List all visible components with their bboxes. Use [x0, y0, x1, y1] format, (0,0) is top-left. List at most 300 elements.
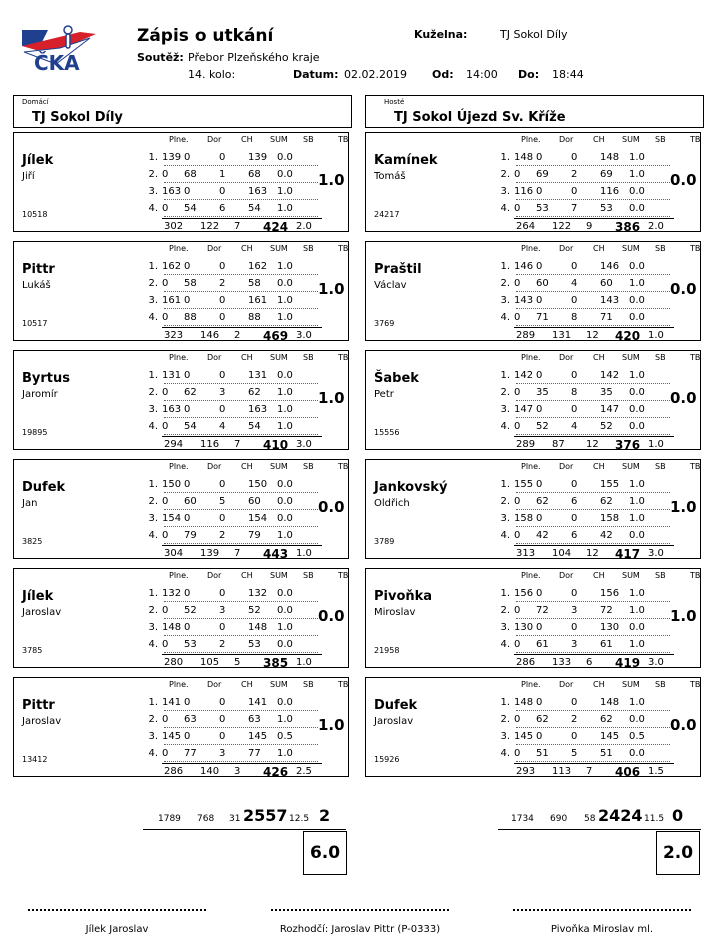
row-divider	[164, 727, 318, 728]
home-player-box	[13, 568, 349, 668]
throw-cell: 155	[514, 479, 534, 490]
player-total-cell: 3.0	[296, 330, 312, 341]
throw-cell: 1.0	[277, 186, 293, 197]
throw-cell: 0.0	[629, 530, 645, 541]
col-header-sb: SB	[655, 571, 666, 580]
row-divider	[516, 727, 670, 728]
throw-cell: 161	[248, 295, 268, 306]
throw-cell: 6	[571, 530, 578, 541]
player-total-cell: 426	[263, 765, 289, 779]
row-divider	[516, 635, 670, 636]
throw-index: 2.	[148, 714, 158, 725]
throw-cell: 0	[536, 513, 543, 524]
throw-cell: 68	[248, 169, 261, 180]
player-total-cell: 139	[200, 548, 220, 559]
throw-cell: 0	[571, 261, 578, 272]
guest-total-dor: 690	[550, 814, 568, 824]
throw-cell: 0	[514, 387, 521, 398]
throw-index: 1.	[500, 152, 510, 163]
throw-cell: 1.0	[629, 588, 645, 599]
player-total-cell: 286	[516, 657, 536, 668]
throw-cell: 0	[219, 714, 226, 725]
throw-cell: 69	[600, 169, 613, 180]
guest-signature-line	[513, 909, 691, 911]
guest-total-tb: 0	[672, 806, 684, 825]
throw-index: 4.	[500, 748, 510, 759]
row-divider	[164, 710, 318, 711]
col-header-sb: SB	[655, 244, 666, 253]
col-header-tb: TB	[690, 244, 701, 253]
throw-cell: 0	[571, 622, 578, 633]
throw-index: 1.	[148, 479, 158, 490]
logo-text: ČKA	[34, 51, 80, 75]
throw-cell: 0	[184, 588, 191, 599]
row-divider	[516, 383, 670, 384]
player-total-row	[514, 327, 674, 344]
col-header-tb: TB	[338, 462, 349, 471]
cka-logo	[20, 24, 102, 76]
throw-cell: 0	[184, 404, 191, 415]
player-tb: 1.0	[670, 498, 697, 516]
col-header-tb: TB	[338, 135, 349, 144]
col-header-ch: CH	[241, 462, 253, 471]
throw-cell: 63	[248, 714, 261, 725]
throw-index: 1.	[500, 479, 510, 490]
player-total-cell: 424	[263, 220, 289, 234]
throw-cell: 0.0	[277, 697, 293, 708]
throw-cell: 58	[248, 278, 261, 289]
col-header-plne: Plne.	[169, 353, 189, 362]
throw-cell: 143	[514, 295, 534, 306]
home-total-sb: 12.5	[289, 814, 310, 824]
player-reg-number: 3769	[374, 319, 395, 328]
throw-cell: 150	[162, 479, 182, 490]
player-reg-number: 3789	[374, 537, 395, 546]
throw-index: 4.	[148, 748, 158, 759]
throw-cell: 0	[571, 479, 578, 490]
player-total-row	[514, 763, 674, 780]
player-surname: Jankovský	[374, 480, 448, 495]
player-total-cell: 122	[552, 221, 572, 232]
player-tb: 0.0	[670, 389, 697, 407]
player-total-cell: 12	[586, 439, 599, 450]
throw-cell: 0.0	[629, 622, 645, 633]
throw-cell: 0	[219, 152, 226, 163]
throw-index: 2.	[500, 387, 510, 398]
throw-cell: 0.0	[277, 496, 293, 507]
throw-cell: 0	[536, 588, 543, 599]
throw-index: 2.	[148, 605, 158, 616]
throw-cell: 142	[600, 370, 620, 381]
throw-cell: 77	[248, 748, 261, 759]
throw-cell: 0	[184, 513, 191, 524]
col-header-sum: SUM	[622, 244, 640, 253]
row-divider	[516, 744, 670, 745]
throw-index: 2.	[148, 387, 158, 398]
throw-cell: 1.0	[277, 387, 293, 398]
throw-cell: 0.0	[629, 714, 645, 725]
throw-cell: 1.0	[629, 169, 645, 180]
throw-cell: 0	[536, 295, 543, 306]
col-header-dor: Dor	[559, 244, 574, 253]
player-total-cell: 104	[552, 548, 572, 559]
guest-player-box	[365, 132, 701, 232]
throw-cell: 1.0	[629, 639, 645, 650]
throw-cell: 60	[536, 278, 549, 289]
throw-cell: 2	[219, 278, 226, 289]
throw-cell: 0	[536, 622, 543, 633]
page-title: Zápis o utkání	[137, 26, 274, 46]
throw-cell: 0	[536, 404, 543, 415]
player-total-cell: 417	[615, 547, 641, 561]
throw-cell: 145	[514, 731, 534, 742]
throw-cell: 0	[219, 404, 226, 415]
throw-cell: 0	[514, 639, 521, 650]
throw-index: 1.	[148, 261, 158, 272]
throw-cell: 1.0	[629, 513, 645, 524]
row-divider	[516, 618, 670, 619]
throw-cell: 88	[248, 312, 261, 323]
throw-cell: 1.0	[629, 152, 645, 163]
player-total-cell: 386	[615, 220, 641, 234]
throw-cell: 62	[248, 387, 261, 398]
throw-cell: 0	[219, 588, 226, 599]
throw-cell: 0	[162, 748, 169, 759]
throw-cell: 2	[571, 714, 578, 725]
throw-index: 3.	[500, 513, 510, 524]
player-reg-number: 3825	[22, 537, 43, 546]
throw-index: 4.	[500, 639, 510, 650]
throw-cell: 142	[514, 370, 534, 381]
col-header-sum: SUM	[270, 353, 288, 362]
guest-player-box	[365, 350, 701, 450]
guest-label: Hosté	[384, 98, 405, 106]
throw-cell: 1.0	[277, 312, 293, 323]
throw-cell: 147	[600, 404, 620, 415]
row-divider	[164, 744, 318, 745]
do-value: 18:44	[552, 68, 584, 81]
row-divider	[164, 199, 318, 200]
player-firstname: Lukáš	[22, 280, 51, 291]
throw-cell: 0	[514, 421, 521, 432]
home-label: Domácí	[22, 98, 49, 106]
throw-cell: 52	[600, 421, 613, 432]
throw-cell: 0	[571, 152, 578, 163]
od-value: 14:00	[466, 68, 498, 81]
row-divider	[164, 543, 318, 544]
player-total-cell: 7	[586, 766, 593, 777]
player-firstname: Jan	[22, 498, 38, 509]
col-header-sb: SB	[655, 680, 666, 689]
col-header-dor: Dor	[559, 571, 574, 580]
throw-index: 1.	[500, 261, 510, 272]
player-firstname: Miroslav	[374, 607, 416, 618]
player-total-row	[514, 654, 674, 671]
col-header-sum: SUM	[270, 135, 288, 144]
throw-index: 4.	[500, 203, 510, 214]
throw-cell: 0	[571, 513, 578, 524]
player-total-cell: 420	[615, 329, 641, 343]
col-header-plne: Plne.	[169, 135, 189, 144]
col-header-sb: SB	[303, 135, 314, 144]
throw-cell: 0.5	[629, 731, 645, 742]
col-header-tb: TB	[338, 244, 349, 253]
player-total-cell: 323	[164, 330, 184, 341]
throw-cell: 1	[219, 169, 226, 180]
throw-cell: 77	[184, 748, 197, 759]
throw-cell: 0	[184, 697, 191, 708]
throw-cell: 148	[600, 697, 620, 708]
throw-cell: 0	[514, 530, 521, 541]
player-total-cell: 2.0	[648, 221, 664, 232]
guest-total-sum: 2424	[598, 806, 643, 825]
throw-cell: 68	[184, 169, 197, 180]
throw-cell: 60	[248, 496, 261, 507]
col-header-plne: Plne.	[521, 462, 541, 471]
throw-cell: 0	[219, 731, 226, 742]
throw-index: 1.	[500, 588, 510, 599]
throw-cell: 0	[514, 169, 521, 180]
throw-cell: 0	[536, 479, 543, 490]
throw-cell: 0	[514, 748, 521, 759]
row-divider	[516, 492, 670, 493]
throw-cell: 53	[536, 203, 549, 214]
throw-cell: 52	[536, 421, 549, 432]
guest-total-row	[498, 806, 701, 830]
throw-cell: 0	[162, 169, 169, 180]
col-header-ch: CH	[593, 571, 605, 580]
player-total-row	[514, 218, 674, 235]
throw-cell: 0	[162, 421, 169, 432]
player-total-cell: 7	[234, 439, 241, 450]
throw-cell: 53	[600, 203, 613, 214]
throw-index: 4.	[148, 421, 158, 432]
throw-cell: 154	[162, 513, 182, 524]
player-firstname: Jaroslav	[22, 607, 62, 618]
throw-cell: 1.0	[277, 530, 293, 541]
player-total-cell: 87	[552, 439, 565, 450]
throw-cell: 0.0	[629, 261, 645, 272]
throw-cell: 0.0	[277, 370, 293, 381]
player-firstname: Jiří	[22, 171, 35, 182]
throw-cell: 0	[184, 261, 191, 272]
throw-index: 2.	[500, 278, 510, 289]
player-total-cell: 302	[164, 221, 184, 232]
player-total-cell: 289	[516, 439, 536, 450]
throw-cell: 0	[536, 370, 543, 381]
kuzelna-value: TJ Sokol Díly	[500, 28, 568, 41]
home-signature-name: Jílek Jaroslav	[85, 924, 149, 935]
row-divider	[164, 383, 318, 384]
home-team-box	[13, 95, 352, 128]
player-total-cell: 146	[200, 330, 220, 341]
col-header-dor: Dor	[559, 462, 574, 471]
player-total-cell: 1.0	[296, 548, 312, 559]
throw-cell: 1.0	[629, 605, 645, 616]
player-total-cell: 122	[200, 221, 220, 232]
throw-cell: 71	[600, 312, 613, 323]
throw-cell: 0	[219, 261, 226, 272]
throw-cell: 0	[162, 714, 169, 725]
player-total-cell: 116	[200, 439, 220, 450]
throw-cell: 0.0	[629, 387, 645, 398]
player-surname: Pittr	[22, 262, 55, 277]
throw-cell: 3	[219, 748, 226, 759]
throw-cell: 0	[184, 731, 191, 742]
throw-cell: 0.0	[629, 748, 645, 759]
throw-cell: 162	[248, 261, 268, 272]
throw-cell: 1.0	[277, 261, 293, 272]
throw-cell: 61	[600, 639, 613, 650]
player-total-cell: 1.0	[648, 330, 664, 341]
throw-cell: 0	[162, 496, 169, 507]
col-header-ch: CH	[593, 135, 605, 144]
home-player-box	[13, 132, 349, 232]
col-header-ch: CH	[241, 571, 253, 580]
col-header-tb: TB	[690, 680, 701, 689]
throw-cell: 0	[162, 312, 169, 323]
row-divider	[164, 492, 318, 493]
throw-cell: 54	[248, 203, 261, 214]
col-header-sb: SB	[655, 135, 666, 144]
player-total-cell: 1.5	[648, 766, 664, 777]
row-divider	[164, 216, 318, 217]
referee-signature-line	[271, 909, 449, 911]
throw-cell: 54	[184, 421, 197, 432]
throw-index: 4.	[148, 203, 158, 214]
col-header-ch: CH	[241, 244, 253, 253]
row-divider	[516, 601, 670, 602]
throw-cell: 7	[571, 203, 578, 214]
throw-cell: 2	[219, 530, 226, 541]
throw-cell: 62	[536, 714, 549, 725]
throw-cell: 132	[162, 588, 182, 599]
row-divider	[164, 635, 318, 636]
col-header-sb: SB	[303, 571, 314, 580]
row-divider	[516, 400, 670, 401]
player-tb: 1.0	[670, 607, 697, 625]
row-divider	[164, 308, 318, 309]
player-reg-number: 3785	[22, 646, 43, 655]
throw-cell: 116	[600, 186, 620, 197]
col-header-sb: SB	[303, 353, 314, 362]
throw-cell: 1.0	[277, 622, 293, 633]
throw-cell: 0	[219, 622, 226, 633]
player-total-cell: 376	[615, 438, 641, 452]
player-total-cell: 12	[586, 548, 599, 559]
player-surname: Dufek	[22, 480, 66, 495]
throw-cell: 53	[184, 639, 197, 650]
throw-cell: 0	[571, 370, 578, 381]
throw-cell: 154	[248, 513, 268, 524]
player-surname: Praštil	[374, 262, 422, 277]
throw-cell: 148	[514, 152, 534, 163]
throw-cell: 0	[184, 622, 191, 633]
throw-cell: 79	[248, 530, 261, 541]
throw-cell: 1.0	[629, 370, 645, 381]
col-header-ch: CH	[593, 353, 605, 362]
throw-index: 2.	[148, 496, 158, 507]
col-header-plne: Plne.	[521, 135, 541, 144]
throw-cell: 69	[536, 169, 549, 180]
player-total-cell: 2.5	[296, 766, 312, 777]
player-reg-number: 21958	[374, 646, 400, 655]
throw-cell: 0.0	[629, 312, 645, 323]
player-total-cell: 6	[586, 657, 593, 668]
player-surname: Pivoňka	[374, 589, 433, 604]
throw-index: 3.	[148, 513, 158, 524]
throw-cell: 8	[571, 387, 578, 398]
throw-index: 4.	[500, 312, 510, 323]
throw-index: 4.	[148, 312, 158, 323]
throw-cell: 0.0	[629, 404, 645, 415]
throw-cell: 51	[536, 748, 549, 759]
throw-cell: 130	[514, 622, 534, 633]
throw-cell: 1.0	[629, 697, 645, 708]
soutez-label: Soutěž:	[137, 51, 184, 64]
throw-cell: 0	[162, 278, 169, 289]
guest-team-name: TJ Sokol Újezd Sv. Kříže	[394, 110, 566, 125]
player-total-cell: 7	[234, 221, 241, 232]
throw-cell: 146	[514, 261, 534, 272]
throw-cell: 0	[536, 697, 543, 708]
col-header-ch: CH	[241, 135, 253, 144]
player-total-cell: 385	[263, 656, 289, 670]
throw-cell: 141	[162, 697, 182, 708]
col-header-sb: SB	[303, 462, 314, 471]
throw-index: 1.	[148, 370, 158, 381]
player-total-row	[162, 654, 322, 671]
player-total-row	[162, 763, 322, 780]
throw-index: 3.	[148, 295, 158, 306]
player-total-row	[162, 327, 322, 344]
throw-index: 2.	[148, 169, 158, 180]
col-header-dor: Dor	[559, 135, 574, 144]
throw-cell: 62	[184, 387, 197, 398]
col-header-plne: Plne.	[521, 244, 541, 253]
col-header-dor: Dor	[207, 680, 222, 689]
throw-cell: 0.5	[277, 731, 293, 742]
col-header-tb: TB	[338, 680, 349, 689]
row-divider	[164, 274, 318, 275]
throw-index: 2.	[500, 496, 510, 507]
col-header-plne: Plne.	[169, 462, 189, 471]
player-reg-number: 15926	[374, 755, 400, 764]
home-team-name: TJ Sokol Díly	[32, 110, 123, 125]
throw-cell: 156	[514, 588, 534, 599]
throw-cell: 148	[162, 622, 182, 633]
row-divider	[516, 216, 670, 217]
row-divider	[164, 618, 318, 619]
player-surname: Šabek	[374, 371, 419, 386]
throw-cell: 62	[600, 714, 613, 725]
row-divider	[164, 165, 318, 166]
throw-cell: 148	[514, 697, 534, 708]
col-header-sb: SB	[655, 462, 666, 471]
player-total-row	[162, 545, 322, 562]
throw-cell: 54	[184, 203, 197, 214]
throw-cell: 116	[514, 186, 534, 197]
player-total-cell: 3.0	[648, 548, 664, 559]
col-header-dor: Dor	[207, 353, 222, 362]
row-divider	[516, 308, 670, 309]
row-divider	[516, 274, 670, 275]
throw-index: 3.	[148, 404, 158, 415]
player-total-cell: 5	[234, 657, 241, 668]
throw-cell: 0	[536, 186, 543, 197]
home-total-ch: 31	[229, 814, 241, 824]
player-total-cell: 12	[586, 330, 599, 341]
